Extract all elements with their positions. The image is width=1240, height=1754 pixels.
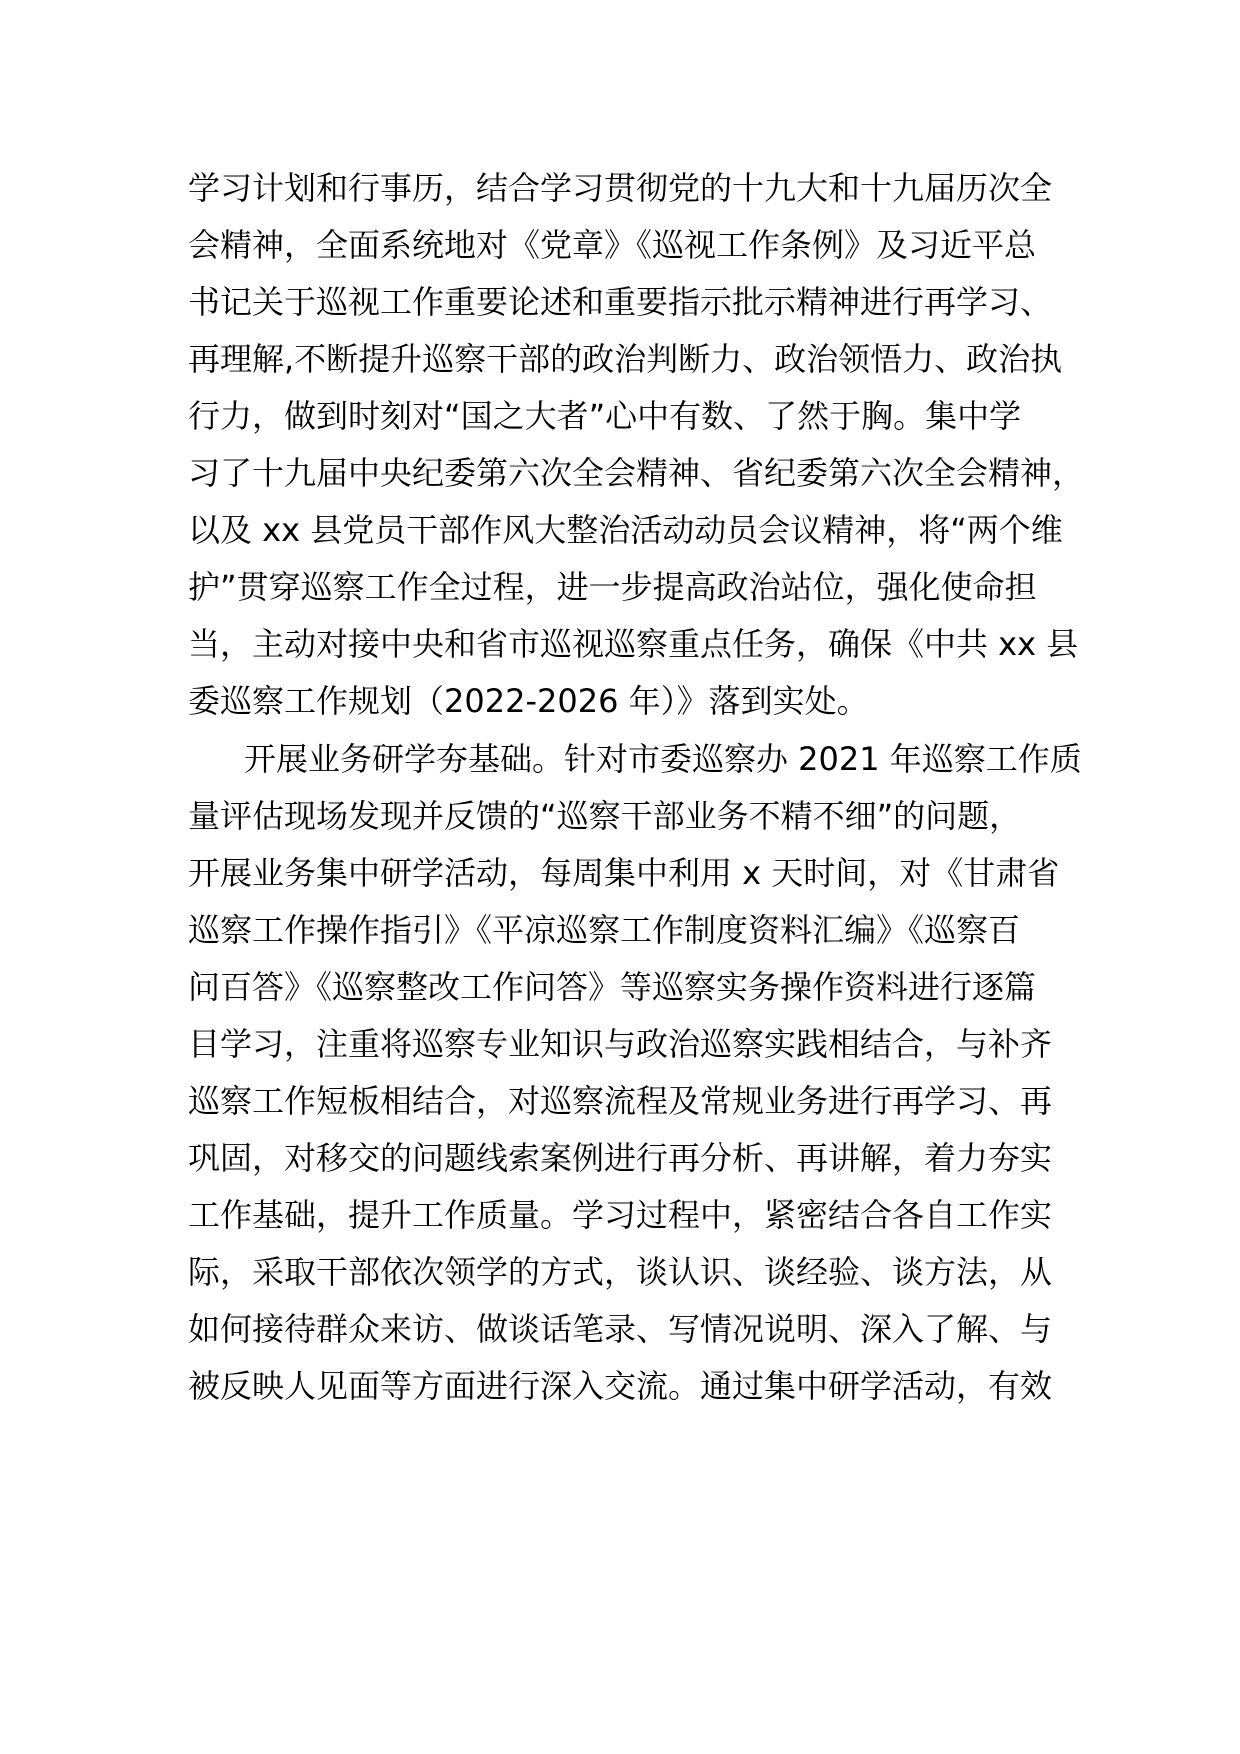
text-line: 被反映人见面等方面进行深入交流。通过集中研学活动，有效 [188, 1367, 1053, 1405]
text-line: 再理解,不断提升巡察干部的政治判断力、政治领悟力、政治执 [188, 340, 1063, 378]
paragraph-start-line: 开展业务研学夯基础。针对市委巡察办 2021 年巡察工作质 [244, 740, 1082, 778]
text-line: 目学习，注重将巡察专业知识与政治巡察实践相结合，与补齐 [188, 1025, 1053, 1063]
text-line: 巡察工作操作指引》《平凉巡察工作制度资料汇编》《巡察百 [188, 911, 1021, 949]
text-line: 会精神，全面系统地对《党章》《巡视工作条例》及习近平总 [188, 226, 1037, 264]
text-line: 问百答》《巡察整改工作问答》等巡察实务操作资料进行逐篇 [188, 968, 1037, 1006]
text-line: 巩固，对移交的问题线索案例进行再分析、再讲解，着力夯实 [188, 1139, 1053, 1177]
text-line: 行力，做到时刻对“国之大者”心中有数、了然于胸。集中学 [188, 397, 1022, 435]
text-line: 书记关于巡视工作重要论述和重要指示批示精神进行再学习、 [188, 283, 1053, 321]
text-line: 开展业务集中研学活动，每周集中利用 x 天时间，对《甘肃省 [188, 854, 1060, 892]
text-line: 当，主动对接中央和省市巡视巡察重点任务，确保《中共 xx 县 [188, 625, 1079, 663]
text-line: 委巡察工作规划（2022-2026 年）》落到实处。 [188, 682, 869, 720]
text-line: 工作基础，提升工作质量。学习过程中，紧密结合各自工作实 [188, 1196, 1053, 1234]
text-line: 学习计划和行事历，结合学习贯彻党的十九大和十九届历次全 [188, 169, 1053, 207]
text-line: 量评估现场发现并反馈的“巡察干部业务不精不细”的问题， [188, 797, 1022, 835]
text-line: 巡察工作短板相结合，对巡察流程及常规业务进行再学习、再 [188, 1082, 1053, 1120]
text-line: 习了十九届中央纪委第六次全会精神、省纪委第六次全会精神， [188, 454, 1085, 492]
text-line: 护”贯穿巡察工作全过程，进一步提高政治站位，强化使命担 [188, 568, 1037, 606]
text-line: 际，采取干部依次领学的方式，谈认识、谈经验、谈方法，从 [188, 1253, 1053, 1291]
text-line: 如何接待群众来访、做谈话笔录、写情况说明、深入了解、与 [188, 1310, 1053, 1348]
text-line: 以及 xx 县党员干部作风大整治活动动员会议精神，将“两个维 [188, 511, 1063, 549]
